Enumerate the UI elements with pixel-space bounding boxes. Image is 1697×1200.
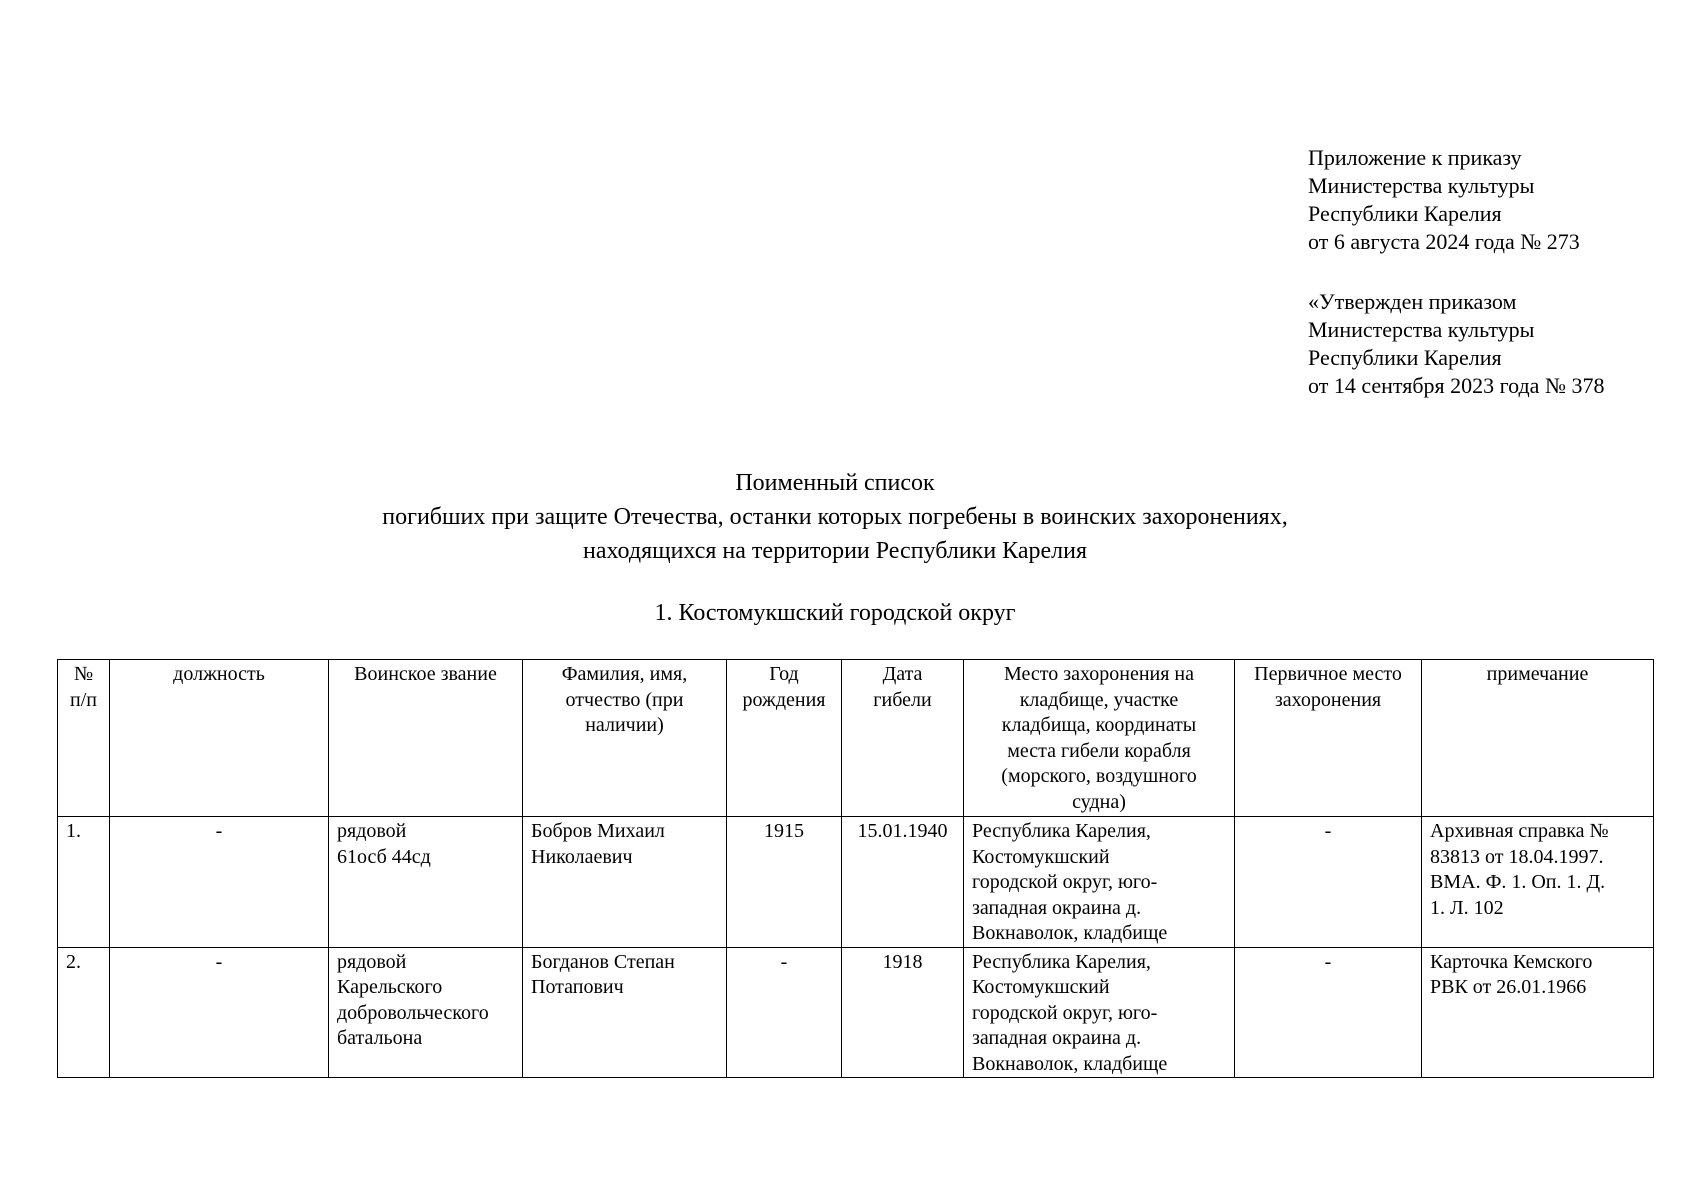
cell-text-line: рядовой — [337, 950, 407, 973]
cell-text-line: 83813 от 18.04.1997. — [1430, 845, 1604, 868]
cell-primary-burial: - — [1235, 817, 1422, 948]
cell-text-line: гибели — [873, 688, 932, 711]
title-line: Поименный список — [735, 470, 935, 496]
cell-text-line: рядовой — [337, 820, 407, 842]
cell-rank — [329, 947, 523, 1078]
cell-text-line: кладбища, координаты — [1001, 714, 1197, 736]
cell-text-line: Карельского — [337, 976, 443, 998]
cell-text-line: 1. Л. 102 — [1430, 896, 1504, 919]
title-line: погибших при защите Отечества, останки которых погребены в воинских захоронениях, — [382, 504, 1288, 530]
annex-note — [1308, 144, 1604, 256]
header-birth-year — [727, 660, 842, 817]
cell-text-line: Республика Карелия, — [972, 950, 1151, 973]
header-note — [1422, 660, 1654, 817]
cell-position: - — [110, 817, 329, 948]
cell-position: - — [110, 947, 329, 1078]
cell-text-line: Вокнаволок, кладбище — [972, 1052, 1168, 1075]
annex-line: Министерства культуры — [1308, 173, 1535, 198]
cell-death-date: 1918 — [842, 947, 964, 1078]
cell-text-line: Костомукшский — [972, 845, 1110, 868]
cell-text-line: батальона — [337, 1027, 423, 1049]
cell-number: 2. — [58, 947, 110, 1078]
cell-text-line: примечание — [1486, 663, 1589, 685]
document-title — [0, 466, 1670, 568]
approved-line: Министерства культуры — [1308, 317, 1535, 342]
cell-text-line: Николаевич — [531, 845, 633, 868]
cell-death-date: 15.01.1940 — [842, 817, 964, 948]
header-primary-burial — [1235, 660, 1422, 817]
cell-text-line: Место захоронения на — [1003, 663, 1195, 685]
cell-text-line: (морского, воздушного — [1001, 765, 1197, 787]
cell-text-line: городской округ, юго- — [972, 871, 1158, 893]
cell-text-line: ВМА. Ф. 1. Оп. 1. Д. — [1430, 871, 1606, 893]
approved-note — [1308, 288, 1604, 400]
cell-text-line: 61осб 44сд — [337, 845, 431, 868]
approved-line: от 14 сентября 2023 года № 378 — [1308, 373, 1605, 398]
cell-primary-burial: - — [1235, 947, 1422, 1078]
cell-text-line: Карточка Кемского — [1430, 950, 1593, 973]
cell-full-name — [523, 817, 727, 948]
cell-full-name — [523, 947, 727, 1078]
cell-text-line: РВК от 26.01.1966 — [1430, 976, 1587, 998]
cell-text-line: Богданов Степан — [531, 950, 675, 973]
cell-burial-place — [964, 817, 1235, 948]
header-position — [110, 660, 329, 817]
approval-block — [1308, 144, 1604, 400]
cell-text-line: Воинское звание — [354, 663, 497, 685]
cell-note — [1422, 817, 1654, 948]
cell-text-line: Фамилия, имя, — [561, 663, 688, 685]
cell-text-line: захоронения — [1274, 688, 1382, 711]
cell-text-line: судна) — [1072, 790, 1126, 813]
cell-text-line: п/п — [70, 688, 97, 711]
cell-note — [1422, 947, 1654, 1078]
cell-text-line: западная окраина д. — [972, 896, 1142, 919]
cell-text-line: Дата — [882, 663, 923, 685]
cell-text-line: Костомукшский — [972, 976, 1110, 998]
cell-burial-place — [964, 947, 1235, 1078]
section-heading: 1. Костомукшский городской округ — [654, 600, 1016, 626]
cell-text-line: кладбище, участке — [1019, 688, 1179, 711]
cell-number: 1. — [58, 817, 110, 948]
approved-line: Республики Карелия — [1308, 345, 1502, 370]
header-death-date — [842, 660, 964, 817]
header-number — [58, 660, 110, 817]
table-row — [58, 947, 1654, 1078]
cell-text-line: Потапович — [531, 976, 624, 998]
header-burial-place — [964, 660, 1235, 817]
table-row — [58, 817, 1654, 948]
cell-text-line: Республика Карелия, — [972, 820, 1151, 842]
cell-rank — [329, 817, 523, 948]
roster-table — [57, 659, 1654, 1078]
title-line: находящихся на территории Республики Карелия — [582, 538, 1088, 564]
approved-line: «Утвержден приказом — [1308, 289, 1517, 314]
cell-birth-year: - — [727, 947, 842, 1078]
cell-text-line: отчество (при — [565, 688, 684, 711]
cell-birth-year: 1915 — [727, 817, 842, 948]
cell-text-line: добровольческого — [337, 1001, 489, 1024]
annex-line: Приложение к приказу — [1308, 145, 1522, 170]
cell-text-line: места гибели корабля — [1007, 739, 1191, 762]
cell-text-line: Вокнаволок, кладбище — [972, 922, 1168, 944]
header-rank — [329, 660, 523, 817]
cell-text-line: западная окраина д. — [972, 1027, 1142, 1049]
cell-text-line: Первичное место — [1254, 663, 1402, 685]
header-full-name — [523, 660, 727, 817]
cell-text-line: Бобров Михаил — [531, 820, 665, 842]
annex-line: Республики Карелия — [1308, 201, 1502, 226]
annex-line: от 6 августа 2024 года № 273 — [1308, 229, 1580, 254]
table-header-row — [58, 660, 1654, 817]
cell-text-line: должность — [173, 663, 265, 685]
cell-text-line: № — [73, 663, 94, 685]
cell-text-line: наличии) — [585, 714, 664, 736]
cell-text-line: рождения — [742, 688, 826, 711]
cell-text-line: Архивная справка № — [1430, 820, 1609, 842]
cell-text-line: городской округ, юго- — [972, 1001, 1158, 1024]
cell-text-line: Год — [769, 663, 799, 685]
